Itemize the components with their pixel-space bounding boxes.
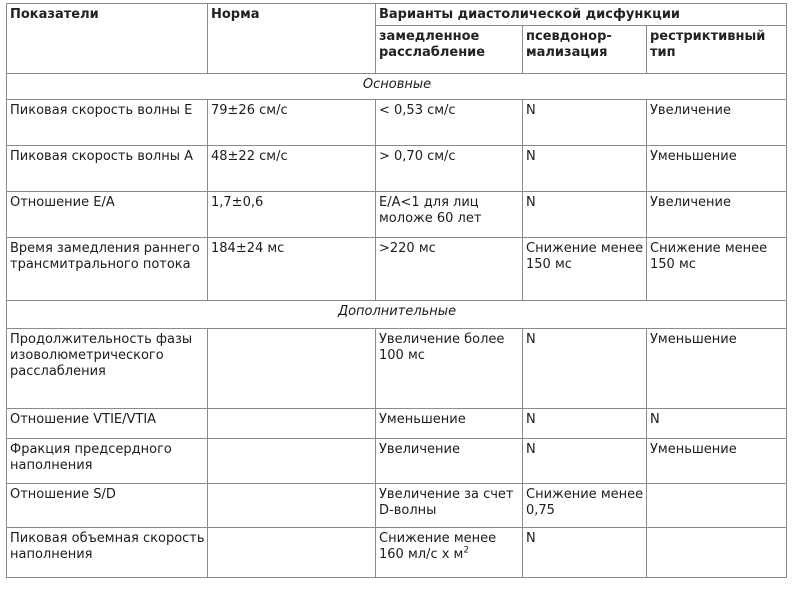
cell-pseudo: N bbox=[523, 146, 647, 192]
cell-restrictive: N bbox=[647, 409, 787, 439]
cell-pseudo: N bbox=[523, 192, 647, 238]
table-row bbox=[7, 329, 787, 409]
cell-pseudo: Снижение менее 0,75 bbox=[523, 484, 647, 528]
cell-indicator: Отношение VTIE/VTIA bbox=[7, 409, 208, 439]
cell-slowed: < 0,53 см/с bbox=[376, 100, 523, 146]
cell-restrictive: Увеличение bbox=[647, 100, 787, 146]
header-row-1 bbox=[7, 4, 787, 26]
cell-norm: 79±26 см/с bbox=[208, 100, 376, 146]
cell-norm: 48±22 см/с bbox=[208, 146, 376, 192]
cell-slowed: Уменьшение bbox=[376, 409, 523, 439]
cell-restrictive: Снижение менее 150 мс bbox=[647, 238, 787, 301]
header-slowed-relaxation: замедленное расслабление bbox=[376, 26, 523, 74]
cell-pseudo: N bbox=[523, 100, 647, 146]
cell-restrictive bbox=[647, 484, 787, 528]
superscript: 2 bbox=[463, 545, 470, 556]
cell-indicator: Продолжительность фазы изоволюметрического расслабления bbox=[7, 329, 208, 409]
table-row bbox=[7, 528, 787, 578]
table-row bbox=[7, 100, 787, 146]
cell-slowed-text: Снижение менее 160 мл/с х м bbox=[379, 531, 497, 562]
cell-pseudo: N bbox=[523, 409, 647, 439]
cell-restrictive: Уменьшение bbox=[647, 439, 787, 484]
header-indicators: Показатели bbox=[7, 4, 208, 74]
table-row bbox=[7, 484, 787, 528]
cell-norm bbox=[208, 329, 376, 409]
cell-indicator: Фракция предсердного наполнения bbox=[7, 439, 208, 484]
cell-indicator: Время замедления раннего трансмитрального потока bbox=[7, 238, 208, 301]
cell-slowed: E/A<1 для лиц моложе 60 лет bbox=[376, 192, 523, 238]
cell-pseudo: N bbox=[523, 528, 647, 578]
cell-norm bbox=[208, 528, 376, 578]
table-row bbox=[7, 192, 787, 238]
cell-indicator: Пиковая объемная скорость наполнения bbox=[7, 528, 208, 578]
cell-indicator: Отношение E/A bbox=[7, 192, 208, 238]
cell-restrictive: Увеличение bbox=[647, 192, 787, 238]
section-row-main bbox=[7, 74, 787, 100]
diastolic-dysfunction-table bbox=[6, 3, 787, 578]
table-row bbox=[7, 439, 787, 484]
cell-restrictive: Уменьшение bbox=[647, 146, 787, 192]
cell-slowed: > 0,70 см/с bbox=[376, 146, 523, 192]
header-norm: Норма bbox=[208, 4, 376, 74]
cell-indicator: Пиковая скорость волны А bbox=[7, 146, 208, 192]
table-row bbox=[7, 146, 787, 192]
cell-indicator: Пиковая скорость волны Е bbox=[7, 100, 208, 146]
cell-slowed: >220 мс bbox=[376, 238, 523, 301]
cell-indicator: Отношение S/D bbox=[7, 484, 208, 528]
cell-pseudo: N bbox=[523, 439, 647, 484]
cell-slowed: Увеличение за счет D-волны bbox=[376, 484, 523, 528]
table-row bbox=[7, 238, 787, 301]
cell-slowed bbox=[376, 528, 523, 578]
cell-norm: 1,7±0,6 bbox=[208, 192, 376, 238]
cell-restrictive bbox=[647, 528, 787, 578]
table-row bbox=[7, 409, 787, 439]
header-variants: Варианты диастолической дисфункции bbox=[376, 4, 787, 26]
cell-slowed: Увеличение bbox=[376, 439, 523, 484]
cell-norm: 184±24 мс bbox=[208, 238, 376, 301]
header-pseudonormalization: псевдонор-мализация bbox=[523, 26, 647, 74]
cell-norm bbox=[208, 484, 376, 528]
cell-norm bbox=[208, 439, 376, 484]
header-restrictive: рестриктивный тип bbox=[647, 26, 787, 74]
cell-slowed: Увеличение более 100 мс bbox=[376, 329, 523, 409]
section-main-title: Основные bbox=[7, 74, 787, 100]
cell-norm bbox=[208, 409, 376, 439]
cell-pseudo: N bbox=[523, 329, 647, 409]
cell-restrictive: Уменьшение bbox=[647, 329, 787, 409]
section-additional-title: Дополнительные bbox=[7, 301, 787, 329]
section-row-additional bbox=[7, 301, 787, 329]
cell-pseudo: Снижение менее 150 мс bbox=[523, 238, 647, 301]
